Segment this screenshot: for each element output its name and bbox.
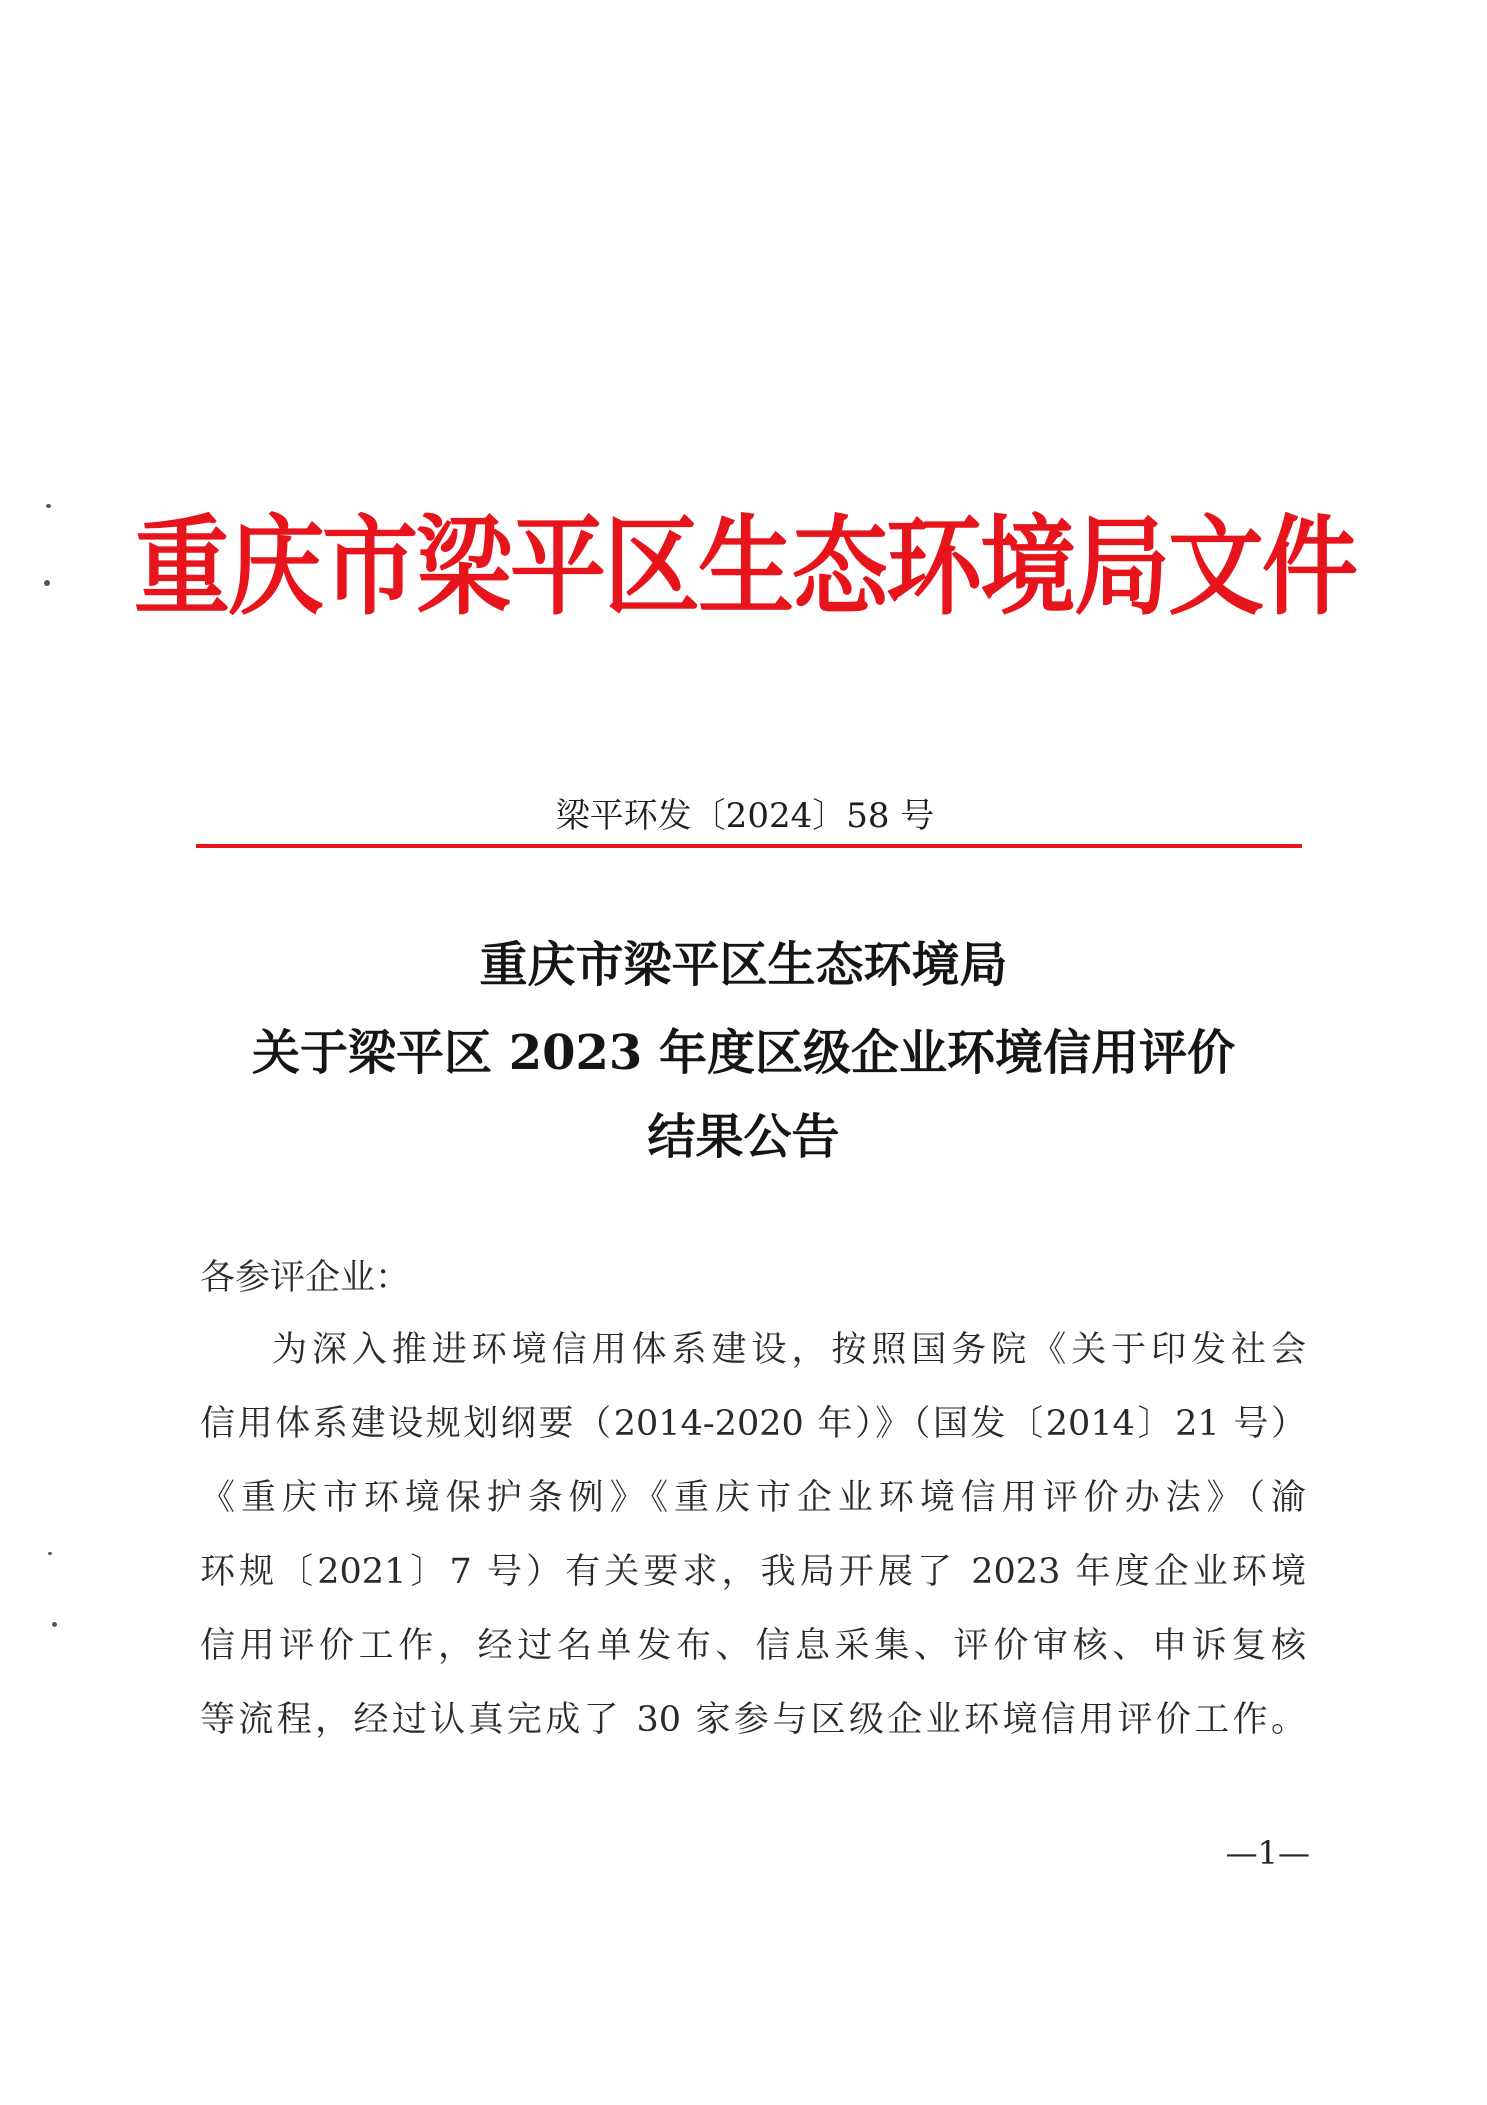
- body-line: 为深入推进环境信用体系建设，按照国务院《关于印发社会: [272, 1330, 1306, 1370]
- title-line-2: 关于梁平区 2023 年度区级企业环境信用评价: [251, 1025, 1236, 1081]
- body-line: 等流程，经过认真完成了 30 家参与区级企业环境信用评价工作。: [200, 1700, 1306, 1740]
- title-line-1: 重庆市梁平区生态环境局: [479, 937, 1008, 993]
- body-line: 信用体系建设规划纲要（2014-2020 年）》（国发〔2014〕21 号）: [200, 1404, 1306, 1444]
- red-divider-line: [196, 844, 1302, 848]
- red-masthead-title: 重庆市梁平区生态环境局文件: [134, 503, 1356, 630]
- document-number: 梁平环发〔2024〕58 号: [555, 796, 935, 836]
- body-line: 环规〔2021〕7 号）有关要求，我局开展了 2023 年度企业环境: [200, 1552, 1306, 1592]
- scan-speck: [52, 1622, 57, 1627]
- body-line: 信用评价工作，经过名单发布、信息采集、评价审核、申诉复核: [200, 1626, 1306, 1666]
- title-line-3: 结果公告: [647, 1109, 840, 1165]
- scan-speck: [44, 580, 50, 586]
- scan-speck: [46, 504, 51, 508]
- body-line: 《重庆市环境保护条例》《重庆市企业环境信用评价办法》（渝: [200, 1478, 1306, 1518]
- page-number: —1—: [1225, 1834, 1310, 1872]
- salutation: 各参评企业：: [200, 1258, 411, 1298]
- scan-speck: [48, 1552, 52, 1555]
